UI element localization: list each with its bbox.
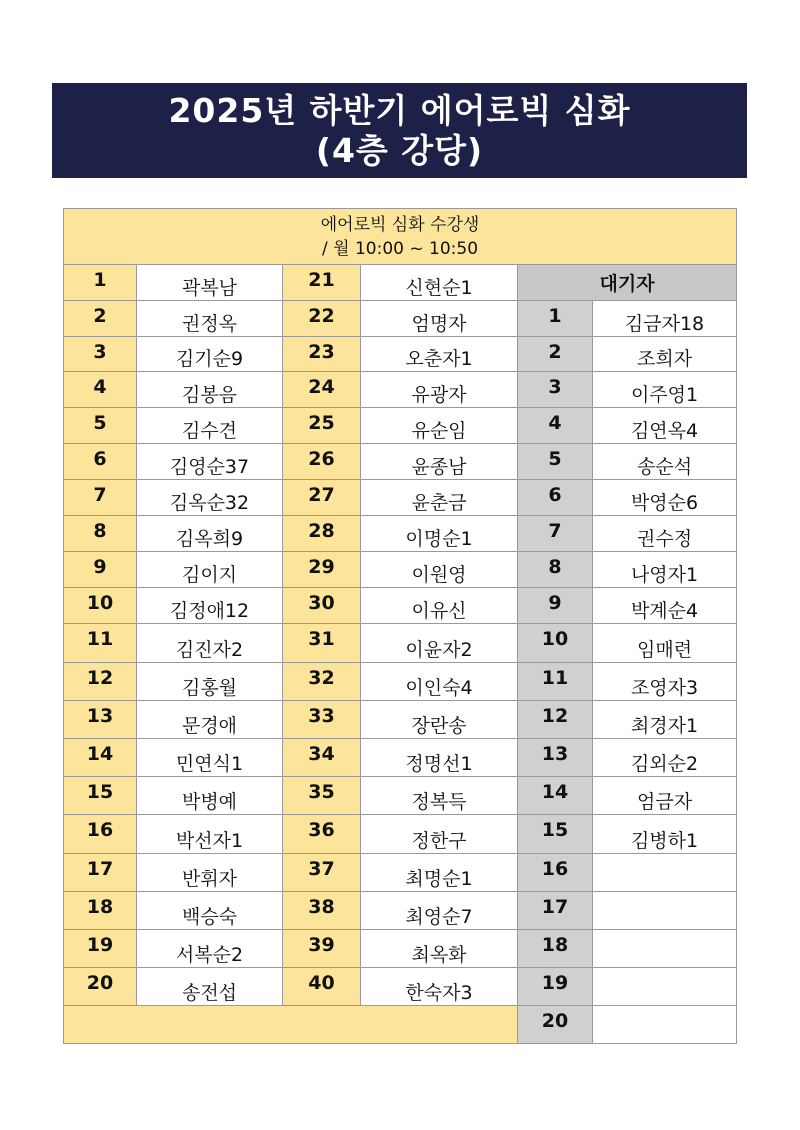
student-number: 27	[283, 480, 361, 516]
waitlist-name: 나영자1	[593, 552, 737, 588]
student-number: 18	[64, 892, 137, 930]
waitlist-number: 15	[518, 815, 593, 854]
student-number: 5	[64, 408, 137, 444]
student-number: 7	[64, 480, 137, 516]
student-number: 26	[283, 444, 361, 480]
student-name: 한숙자3	[361, 968, 518, 1006]
waitlist-number: 4	[518, 408, 593, 444]
waitlist-number: 11	[518, 663, 593, 701]
student-number: 38	[283, 892, 361, 930]
student-number: 32	[283, 663, 361, 701]
table-row	[64, 516, 737, 552]
student-number: 30	[283, 588, 361, 624]
student-number: 11	[64, 624, 137, 663]
student-number: 4	[64, 372, 137, 408]
waitlist-name: 조희자	[593, 337, 737, 372]
student-name: 김옥희9	[137, 516, 283, 552]
student-number: 2	[64, 301, 137, 337]
student-name: 김정애12	[137, 588, 283, 624]
waitlist-name: 김연옥4	[593, 408, 737, 444]
roster-header-line-1: 에어로빅 심화 수강생	[320, 214, 480, 235]
table-row	[64, 265, 737, 301]
waitlist-name	[593, 1006, 737, 1044]
waitlist-name: 조영자3	[593, 663, 737, 701]
waitlist-name: 박영순6	[593, 480, 737, 516]
student-name: 서복순2	[137, 930, 283, 968]
student-name: 최명순1	[361, 854, 518, 892]
table-row	[64, 552, 737, 588]
title-line-1: 2025년 하반기 에어로빅 심화	[168, 90, 631, 130]
student-number: 8	[64, 516, 137, 552]
waitlist-number: 2	[518, 337, 593, 372]
waitlist-name: 최경자1	[593, 701, 737, 739]
waitlist-number: 8	[518, 552, 593, 588]
student-number: 12	[64, 663, 137, 701]
student-name: 이인숙4	[361, 663, 518, 701]
student-name: 윤춘금	[361, 480, 518, 516]
student-number: 35	[283, 777, 361, 815]
student-number: 17	[64, 854, 137, 892]
student-name: 정한구	[361, 815, 518, 854]
student-name: 유광자	[361, 372, 518, 408]
table-row	[64, 930, 737, 968]
waitlist-number: 10	[518, 624, 593, 663]
student-number: 16	[64, 815, 137, 854]
student-number: 10	[64, 588, 137, 624]
waitlist-name: 권수정	[593, 516, 737, 552]
student-name: 김옥순32	[137, 480, 283, 516]
student-name: 백승숙	[137, 892, 283, 930]
student-name: 이유신	[361, 588, 518, 624]
student-number: 29	[283, 552, 361, 588]
waitlist-number: 12	[518, 701, 593, 739]
waitlist-number: 16	[518, 854, 593, 892]
blank-footer-cell	[64, 1006, 518, 1044]
student-number: 22	[283, 301, 361, 337]
waitlist-name: 임매련	[593, 624, 737, 663]
student-name: 김영순37	[137, 444, 283, 480]
student-number: 3	[64, 337, 137, 372]
student-number: 25	[283, 408, 361, 444]
student-name: 김기순9	[137, 337, 283, 372]
waitlist-name	[593, 854, 737, 892]
roster-table	[63, 208, 737, 1044]
table-row	[64, 624, 737, 663]
student-name: 반휘자	[137, 854, 283, 892]
student-number: 36	[283, 815, 361, 854]
waitlist-number: 13	[518, 739, 593, 777]
student-name: 문경애	[137, 701, 283, 739]
student-name: 곽복남	[137, 265, 283, 301]
table-row	[64, 372, 737, 408]
student-name: 최옥화	[361, 930, 518, 968]
waitlist-number: 5	[518, 444, 593, 480]
student-name: 윤종남	[361, 444, 518, 480]
student-number: 13	[64, 701, 137, 739]
table-row	[64, 480, 737, 516]
student-number: 23	[283, 337, 361, 372]
student-number: 39	[283, 930, 361, 968]
student-name: 권정옥	[137, 301, 283, 337]
student-number: 40	[283, 968, 361, 1006]
waitlist-number: 17	[518, 892, 593, 930]
student-name: 송전섭	[137, 968, 283, 1006]
waitlist-number: 18	[518, 930, 593, 968]
table-row	[64, 337, 737, 372]
waitlist-number: 19	[518, 968, 593, 1006]
student-name: 김이지	[137, 552, 283, 588]
student-name: 유순임	[361, 408, 518, 444]
student-number: 34	[283, 739, 361, 777]
waitlist-name: 송순석	[593, 444, 737, 480]
roster-header	[64, 209, 737, 265]
waitlist-name	[593, 892, 737, 930]
student-number: 6	[64, 444, 137, 480]
table-row	[64, 408, 737, 444]
student-name: 이명순1	[361, 516, 518, 552]
student-name: 이윤자2	[361, 624, 518, 663]
student-name: 최영순7	[361, 892, 518, 930]
table-row	[64, 663, 737, 701]
waitlist-number: 9	[518, 588, 593, 624]
student-name: 김홍월	[137, 663, 283, 701]
table-row	[64, 815, 737, 854]
table-row	[64, 892, 737, 930]
student-name: 오춘자1	[361, 337, 518, 372]
roster-header-line-2: / 월 10:00 ~ 10:50	[322, 238, 479, 259]
student-number: 20	[64, 968, 137, 1006]
waitlist-name: 엄금자	[593, 777, 737, 815]
student-name: 엄명자	[361, 301, 518, 337]
student-number: 37	[283, 854, 361, 892]
table-row	[64, 701, 737, 739]
table-row	[64, 1006, 737, 1044]
student-number: 1	[64, 265, 137, 301]
table-row	[64, 777, 737, 815]
student-number: 31	[283, 624, 361, 663]
student-number: 15	[64, 777, 137, 815]
table-row	[64, 444, 737, 480]
waitlist-name: 김외순2	[593, 739, 737, 777]
waitlist-number: 3	[518, 372, 593, 408]
waitlist-name: 이주영1	[593, 372, 737, 408]
student-name: 박병예	[137, 777, 283, 815]
student-number: 14	[64, 739, 137, 777]
student-name: 장란송	[361, 701, 518, 739]
student-name: 신현순1	[361, 265, 518, 301]
title-line-2: (4층 강당)	[315, 130, 484, 170]
student-number: 21	[283, 265, 361, 301]
student-name: 정명선1	[361, 739, 518, 777]
student-name: 김수견	[137, 408, 283, 444]
title-banner	[52, 83, 747, 178]
student-name: 이원영	[361, 552, 518, 588]
student-name: 민연식1	[137, 739, 283, 777]
student-name: 김봉음	[137, 372, 283, 408]
student-number: 24	[283, 372, 361, 408]
waitlist-name	[593, 930, 737, 968]
waitlist-number: 20	[518, 1006, 593, 1044]
student-name: 김진자2	[137, 624, 283, 663]
waitlist-name	[593, 968, 737, 1006]
table-row	[64, 301, 737, 337]
waitlist-number: 7	[518, 516, 593, 552]
waitlist-name: 김금자18	[593, 301, 737, 337]
waitlist-number: 1	[518, 301, 593, 337]
waitlist-number: 6	[518, 480, 593, 516]
table-row	[64, 968, 737, 1006]
student-name: 정복득	[361, 777, 518, 815]
waitlist-number: 14	[518, 777, 593, 815]
table-row	[64, 854, 737, 892]
student-number: 28	[283, 516, 361, 552]
waitlist-header: 대기자	[518, 265, 737, 301]
table-row	[64, 739, 737, 777]
student-number: 33	[283, 701, 361, 739]
table-row	[64, 588, 737, 624]
student-number: 19	[64, 930, 137, 968]
waitlist-name: 박계순4	[593, 588, 737, 624]
student-name: 박선자1	[137, 815, 283, 854]
waitlist-name: 김병하1	[593, 815, 737, 854]
student-number: 9	[64, 552, 137, 588]
